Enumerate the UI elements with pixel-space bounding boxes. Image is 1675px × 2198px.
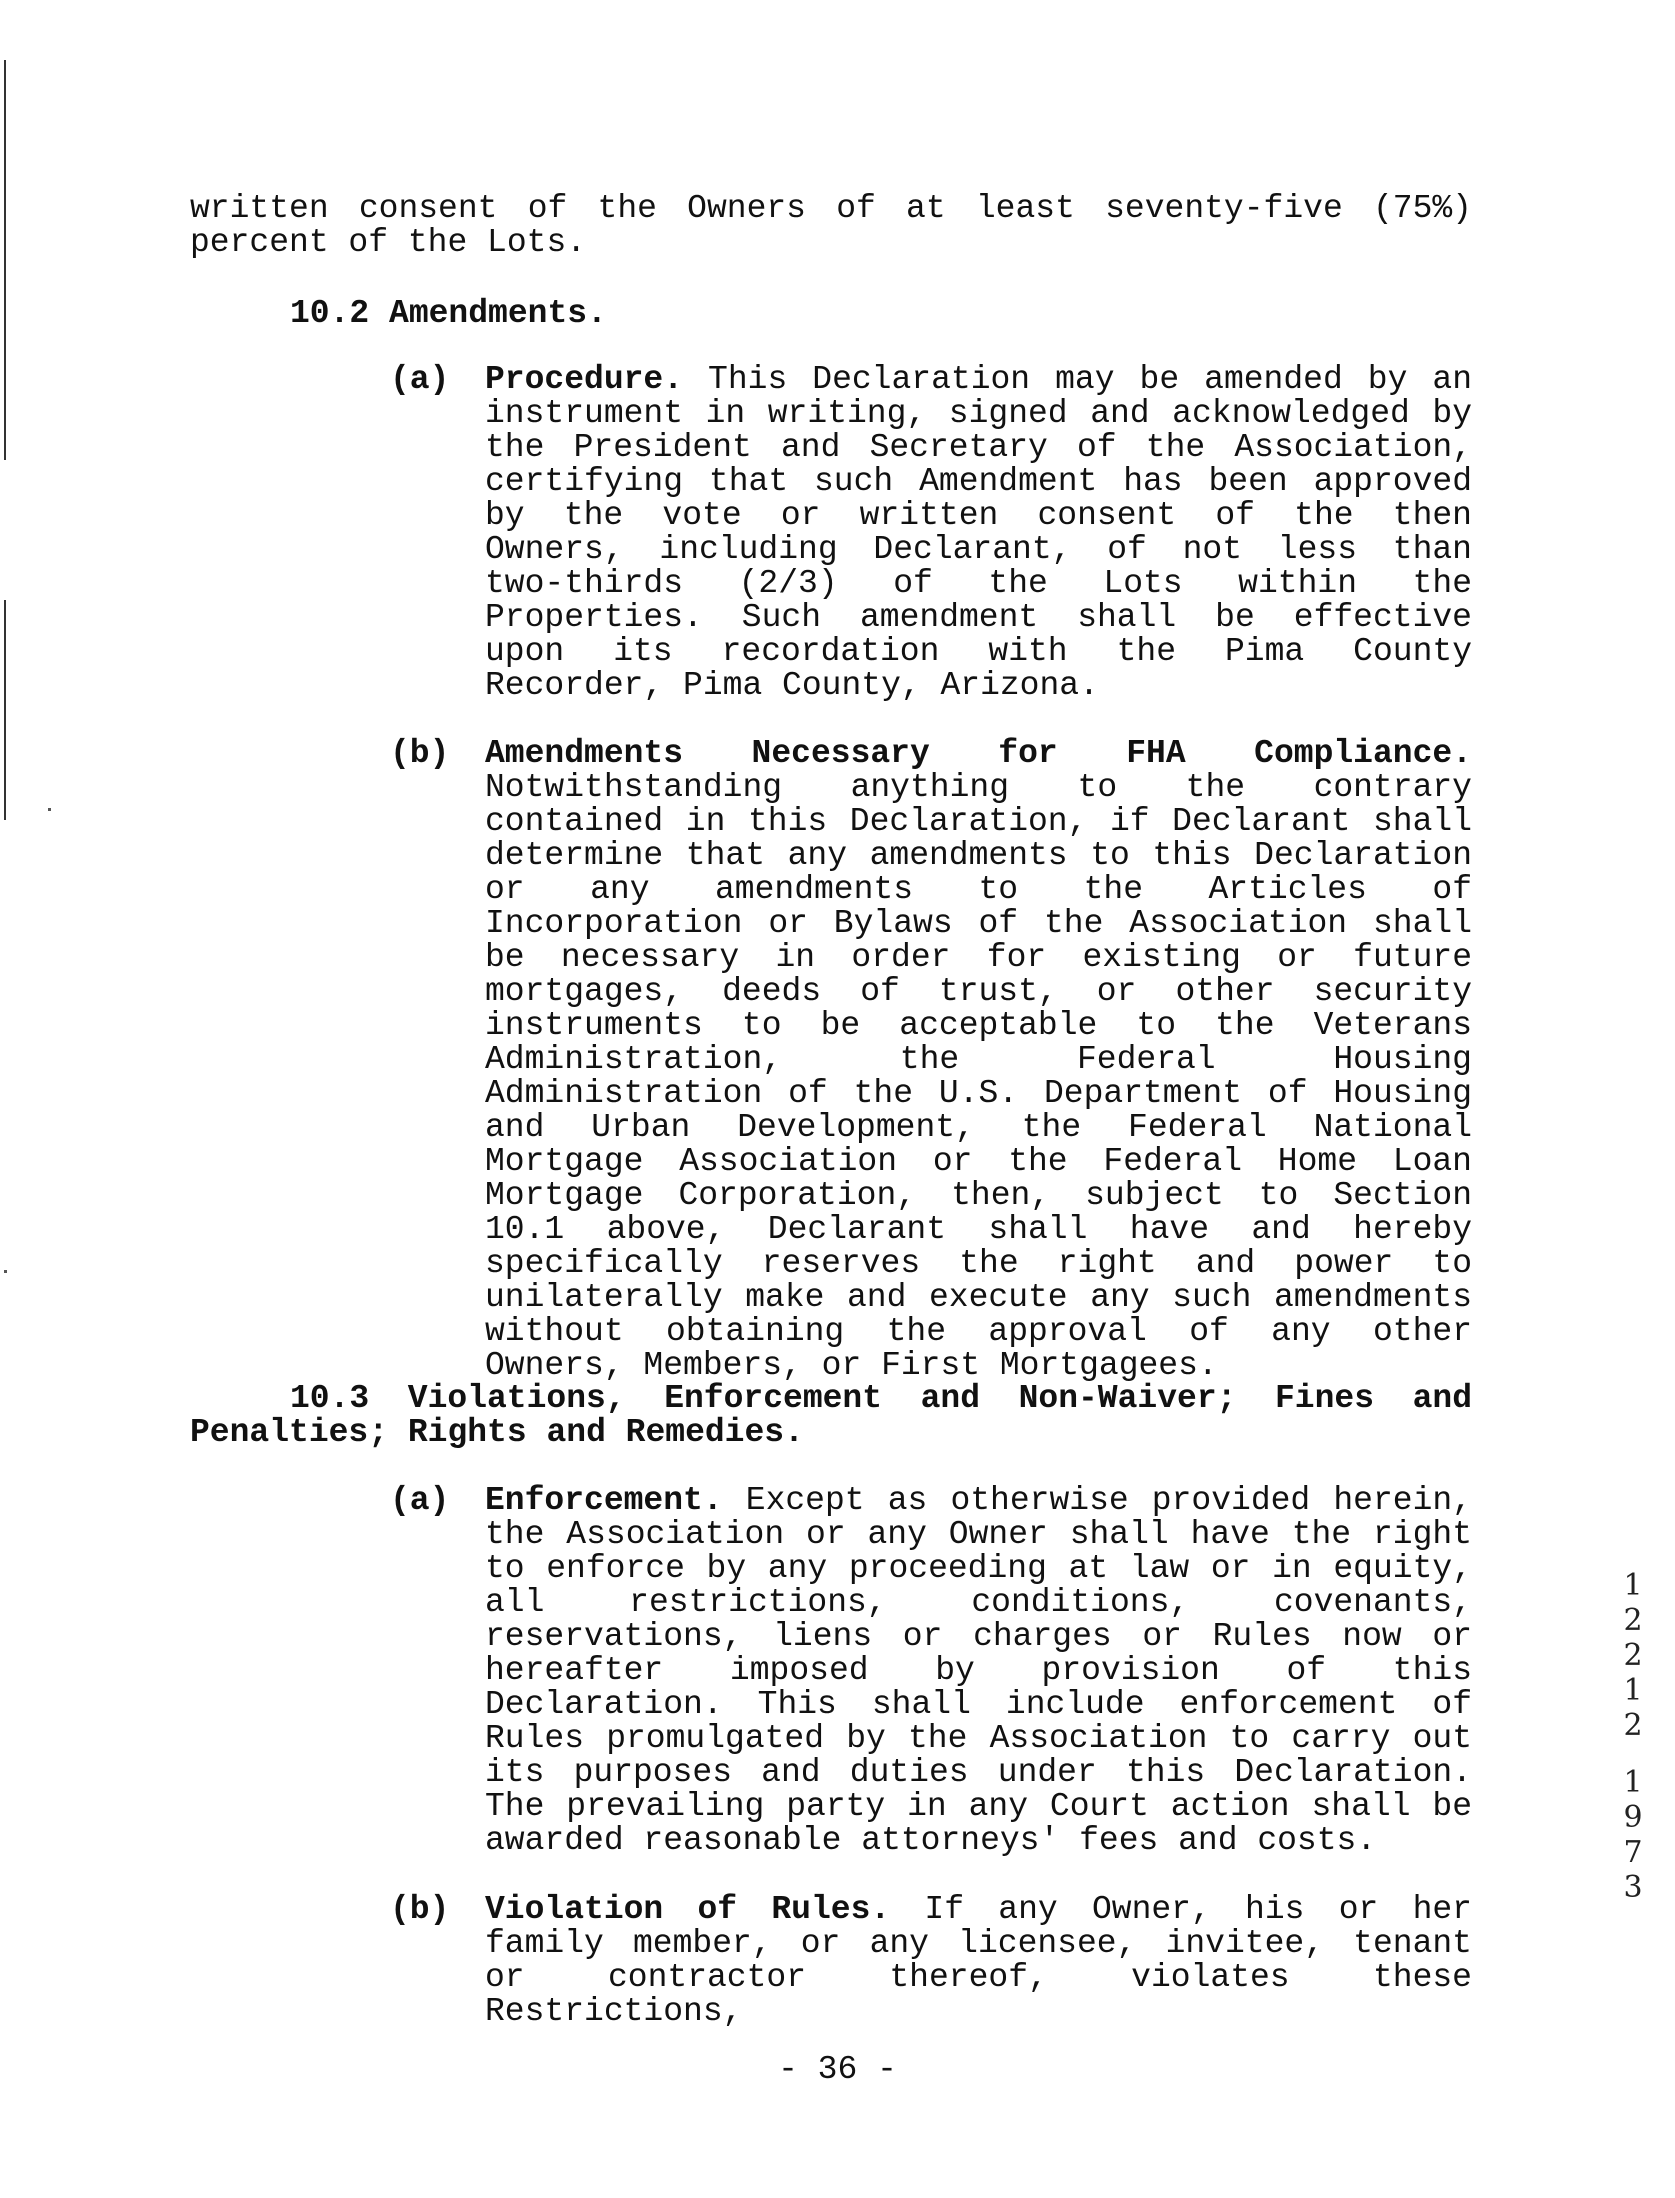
paragraph-title: Amendments Necessary for FHA Compliance. — [485, 735, 1472, 772]
stamp-gap — [1618, 1743, 1648, 1765]
scan-margin-line — [4, 60, 6, 460]
stamp-digit: 7 — [1623, 1835, 1643, 1870]
item-marker: (b) — [390, 1891, 450, 1928]
paragraph-title: Enforcement. — [485, 1482, 723, 1519]
item-marker: (a) — [390, 361, 450, 398]
paragraph-body: If any Owner, his or her family member, or any licensee, invitee, tenant or contractor thereof, violates these Restrictions, — [485, 1891, 1472, 2030]
paragraph-body: Except as otherwise provided herein, the Association or any Owner shall have the right to enforce by any proceeding at law or in equity, all restrictions, conditions, covenants, reservations, liens or charges or Rules now or hereafter imposed by provision of this Declaration. This shall include enforcement of Rules promulgated by the Association to carry out its purposes and duties under this Declaration. The prevailing party in any Court action shall be awarded reasonable attorneys' fees and costs. — [485, 1482, 1472, 1859]
item-marker: (b) — [390, 735, 450, 772]
item-marker: (a) — [390, 1482, 450, 1519]
scan-margin-line — [4, 600, 6, 820]
scan-speck — [48, 808, 51, 811]
procedure-paragraph — [485, 363, 1472, 703]
stamp-digit: 1 — [1623, 1673, 1643, 1708]
section-10-3-heading: 10.3 Violations, Enforcement and Non-Waiver; Fines and Penalties; Rights and Remedies. — [190, 1380, 1472, 1451]
paragraph-title: Procedure. — [485, 361, 684, 398]
stamp-digit: 2 — [1623, 1708, 1643, 1743]
paragraph-title: Violation of Rules. — [485, 1891, 891, 1928]
stamp-digit: 1 — [1623, 1765, 1643, 1800]
violation-of-rules-paragraph — [485, 1893, 1472, 2029]
stamp-digit: 9 — [1623, 1800, 1643, 1835]
recording-number-stamp — [1618, 1568, 1648, 1905]
paragraph-body: Notwithstanding anything to the contrary contained in this Declaration, if Declarant shall determine that any amendments to this Declaration or any amendments to the Articles of Incorporation or Bylaws of the Association shall be necessary in order for existing or future mortgages, deeds of trust, or other security instruments to be acceptable to the Veterans Administration, the Federal Housing Administration of the U.S. Department of Housing and Urban Development, the Federal National Mortgage Association or the Federal Home Loan Mortgage Corporation, then, subject to Section 10.1 above, Declarant shall have and hereby specifically reserves the right and power to unilaterally make and execute any such amendments without obtaining the approval of any other Owners, Members, or First Mortgagees. — [485, 769, 1472, 1384]
fha-compliance-paragraph — [485, 737, 1472, 1383]
scan-speck — [4, 1270, 7, 1273]
section-10-2-heading: 10.2 Amendments. — [290, 295, 607, 332]
paragraph-body: This Declaration may be amended by an instrument in writing, signed and acknowledged by the President and Secretary of the Association, certifying that such Amendment has been approved by the vote or written consent of the then Owners, including Declarant, of not less than two-thirds (2/3) of the Lots within the Properties. Such amendment shall be effective upon its recordation with the Pima County Recorder, Pima County, Arizona. — [485, 361, 1472, 704]
intro-paragraph: written consent of the Owners of at least seventy-five (75%) percent of the Lots. — [190, 190, 1472, 261]
stamp-digit: 2 — [1623, 1638, 1643, 1673]
page-number: - 36 - — [778, 2051, 897, 2088]
stamp-digit: 2 — [1623, 1603, 1643, 1638]
enforcement-paragraph — [485, 1484, 1472, 1858]
stamp-digit: 1 — [1623, 1568, 1643, 1603]
stamp-digit: 3 — [1623, 1870, 1643, 1905]
